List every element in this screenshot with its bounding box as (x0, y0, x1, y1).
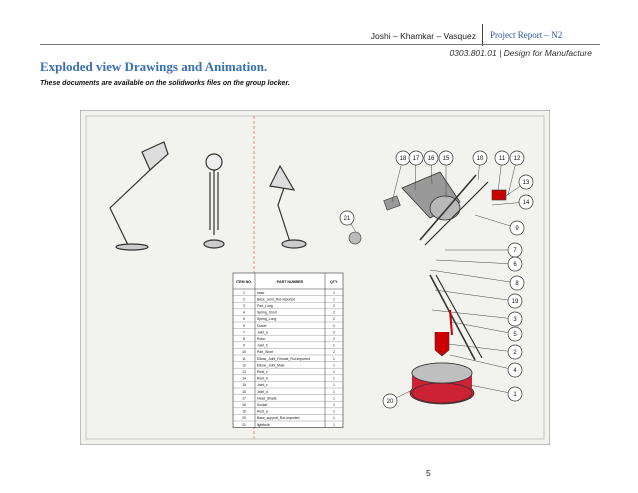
header-divider (482, 24, 483, 46)
parts-table-header: ITEM NO. (236, 280, 252, 284)
parts-table-qty: 1 (333, 363, 335, 368)
parts-table-part-number: Socket (257, 403, 268, 407)
balloon-label: 9 (515, 226, 519, 233)
parts-table-item-no: 3 (243, 304, 245, 308)
parts-table-item-no: 8 (243, 337, 245, 341)
section-title: Exploded view Drawings and Animation. (40, 59, 268, 74)
balloon-label: 11 (498, 156, 506, 163)
parts-table-part-number: Rest_b (257, 376, 268, 381)
parts-table-part-number: Elbow_Joint_Male (257, 363, 285, 368)
parts-table-part-number: Base_Joint_Rot-imported (257, 297, 296, 302)
parts-table-item-no: 5 (243, 317, 245, 322)
page-number: 5 (426, 468, 431, 478)
header-report-title: Project Report – N2 (490, 30, 563, 40)
balloon-label: 16 (427, 156, 435, 163)
balloon-label: 13 (522, 180, 530, 187)
balloon-label: 4 (513, 368, 517, 375)
parts-table-part-number: lightbulb (257, 422, 270, 427)
balloon-label: 19 (511, 299, 519, 306)
parts-table-qty: 1 (333, 409, 335, 414)
parts-table-item-no: 13 (242, 370, 246, 374)
parts-table-part-number: Rotor (257, 337, 266, 341)
parts-table-part-number: Part_Short (257, 350, 274, 355)
parts-table-qty: 2 (333, 310, 335, 315)
parts-table-part-number: Joint_d (257, 389, 268, 394)
balloon-label: 20 (386, 399, 394, 406)
parts-table-qty: 2 (333, 330, 335, 335)
parts-table-header: PART NUMBER (276, 280, 304, 284)
balloon-label: 10 (476, 156, 484, 163)
parts-table-part-number: Base_support_Rot-imported (257, 416, 300, 421)
exploded-view-drawing (80, 110, 550, 445)
parts-table-part-number: Dowel (257, 323, 267, 328)
parts-list-table (233, 273, 343, 428)
parts-table-qty: 2 (333, 350, 335, 355)
parts-table-qty: 1 (333, 376, 335, 381)
parts-table-qty: 1 (333, 396, 335, 401)
parts-table-item-no: 6 (243, 323, 245, 328)
parts-table-part-number: Rest_c (257, 370, 268, 374)
parts-table-item-no: 12 (242, 363, 246, 368)
header-rule (40, 44, 600, 45)
parts-table-qty: 1 (333, 422, 335, 427)
parts-table-qty: 2 (333, 317, 335, 322)
parts-table-qty: 1 (333, 343, 335, 348)
parts-table-item-no: 9 (243, 343, 245, 348)
parts-table-frame (233, 273, 343, 428)
balloon-label: 18 (399, 156, 407, 163)
balloon-label: 17 (412, 156, 420, 163)
parts-table-part-number: Part_Long (257, 304, 273, 308)
parts-table-qty: 1 (333, 297, 335, 302)
parts-table-item-no: 10 (242, 350, 246, 355)
parts-table-item-no: 2 (243, 297, 245, 302)
balloon-label: 12 (513, 156, 521, 163)
elbow-joint-part (492, 190, 506, 200)
parts-table-item-no: 21 (242, 422, 246, 427)
balloon-label: 6 (513, 262, 517, 269)
balloon-label: 1 (513, 392, 517, 399)
parts-table-qty: 1 (333, 389, 335, 394)
parts-table-qty: 2 (333, 304, 335, 308)
balloon-label: 15 (442, 156, 450, 163)
course-line: 0303.801.01 | Design for Manufacture (449, 48, 592, 58)
parts-table-item-no: 20 (242, 416, 246, 421)
parts-table-item-no: 15 (242, 383, 246, 388)
parts-table-qty: 1 (333, 290, 335, 295)
parts-table-part-number: Head_Shade (257, 396, 277, 401)
parts-table-part-number: Joint_b (257, 343, 268, 348)
balloon-label: 3 (513, 317, 517, 324)
parts-table-part-number: Spring_Long (257, 317, 277, 322)
header-authors: Joshi – Khamkar – Vasquez (370, 31, 476, 41)
parts-table-item-no: 11 (242, 356, 246, 361)
parts-table-qty: 1 (333, 403, 335, 407)
parts-table-item-no: 16 (242, 389, 246, 394)
lightbulb-part (349, 232, 361, 244)
parts-table-qty: 1 (333, 383, 335, 388)
parts-table-qty: 1 (333, 356, 335, 361)
parts-table-qty: 1 (333, 416, 335, 421)
parts-table-item-no: 7 (243, 330, 245, 335)
parts-table-item-no: 1 (243, 290, 245, 295)
parts-table-item-no: 14 (242, 376, 246, 381)
base-top (412, 363, 472, 383)
balloon-label: 5 (513, 332, 517, 339)
parts-table-part-number: Joint_a (257, 330, 268, 335)
parts-table-part-number: base (257, 290, 265, 295)
parts-table-item-no: 18 (242, 403, 246, 407)
parts-table-qty: 2 (333, 323, 335, 328)
parts-table-qty: 2 (333, 337, 335, 341)
parts-table-qty: 1 (333, 370, 335, 374)
balloon-label: 14 (522, 200, 530, 207)
parts-table-item-no: 17 (242, 396, 246, 401)
parts-table-item-no: 19 (242, 409, 246, 414)
section-subtitle: These documents are available on the solidworks files on the group locker. (40, 80, 290, 87)
parts-table-part-number: Joint_c (257, 383, 268, 388)
parts-table-part-number: Elbow_Joint_Female_Rot-imported (257, 356, 310, 361)
parts-table-part-number: Rest_a (257, 409, 268, 414)
parts-table-item-no: 4 (243, 310, 245, 315)
balloon-label: 8 (515, 281, 519, 288)
balloon-label: 7 (513, 248, 517, 255)
balloon-label: 2 (513, 350, 517, 357)
parts-table-header: QTY. (330, 280, 338, 284)
parts-table-part-number: Spring_Short (257, 310, 277, 315)
balloon-label: 21 (343, 216, 351, 223)
